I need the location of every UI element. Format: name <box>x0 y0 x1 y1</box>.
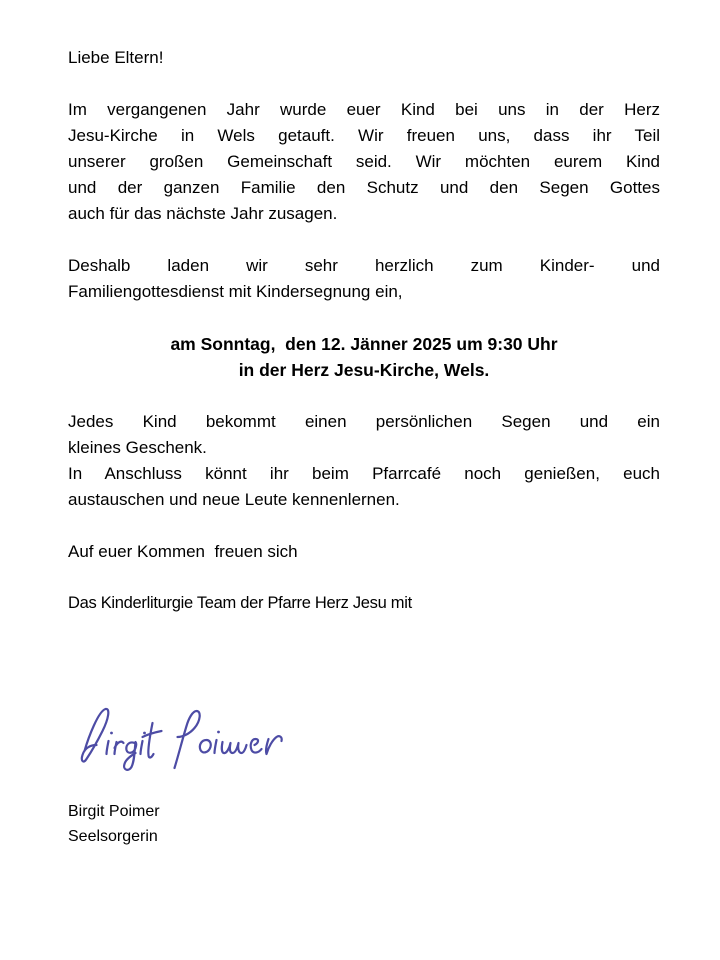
signer-name: Birgit Poimer <box>68 803 160 820</box>
closing-line: Auf euer Kommen freuen sich <box>68 542 298 561</box>
event-date-line: am Sonntag, den 12. Jänner 2025 um 9:30 Uhr <box>170 334 558 354</box>
paragraph-line: In Anschluss könnt ihr beim Pfarrcafé noch genießen, euch <box>68 464 660 483</box>
paragraph-line: Jedes Kind bekommt einen persönlichen Segen und ein <box>68 412 660 431</box>
signature-i-dots <box>110 731 220 735</box>
signature-strokes <box>82 709 282 770</box>
team-block <box>68 591 660 615</box>
closing-block <box>68 539 660 565</box>
paragraph-line: Deshalb laden wir sehr herzlich zum Kinder- und <box>68 256 660 275</box>
team-line: Das Kinderliturgie Team der Pfarre Herz Jesu mit <box>68 594 412 612</box>
paragraph-line: Im vergangenen Jahr wurde euer Kind bei uns in der Herz <box>68 100 660 119</box>
salutation-block <box>68 45 660 71</box>
paragraph-line: Jesu-Kirche in Wels getauft. Wir freuen uns, dass ihr Teil <box>68 126 660 145</box>
paragraph-blessing <box>68 409 660 513</box>
signer-block <box>68 799 660 849</box>
salutation: Liebe Eltern! <box>68 48 164 67</box>
paragraph-baptism <box>68 97 660 227</box>
event-location-line: in der Herz Jesu-Kirche, Wels. <box>238 360 490 380</box>
paragraph-invitation <box>68 253 660 305</box>
handwritten-signature-image <box>76 693 291 773</box>
signer-role: Seelsorgerin <box>68 828 158 845</box>
paragraph-line: auch für das nächste Jahr zusagen. <box>68 204 338 223</box>
paragraph-line: austauschen und neue Leute kennenlernen. <box>68 490 400 509</box>
paragraph-line: und der ganzen Familie den Schutz und den Segen Gottes <box>68 178 660 197</box>
paragraph-line: kleines Geschenk. <box>68 438 207 457</box>
event-details <box>68 331 660 383</box>
letter-content <box>68 45 660 849</box>
paragraph-line: unserer großen Gemeinschaft seid. Wir möchten eurem Kind <box>68 152 660 171</box>
signature-block <box>76 693 660 773</box>
paragraph-line: Familiengottesdienst mit Kindersegnung ein, <box>68 282 403 301</box>
